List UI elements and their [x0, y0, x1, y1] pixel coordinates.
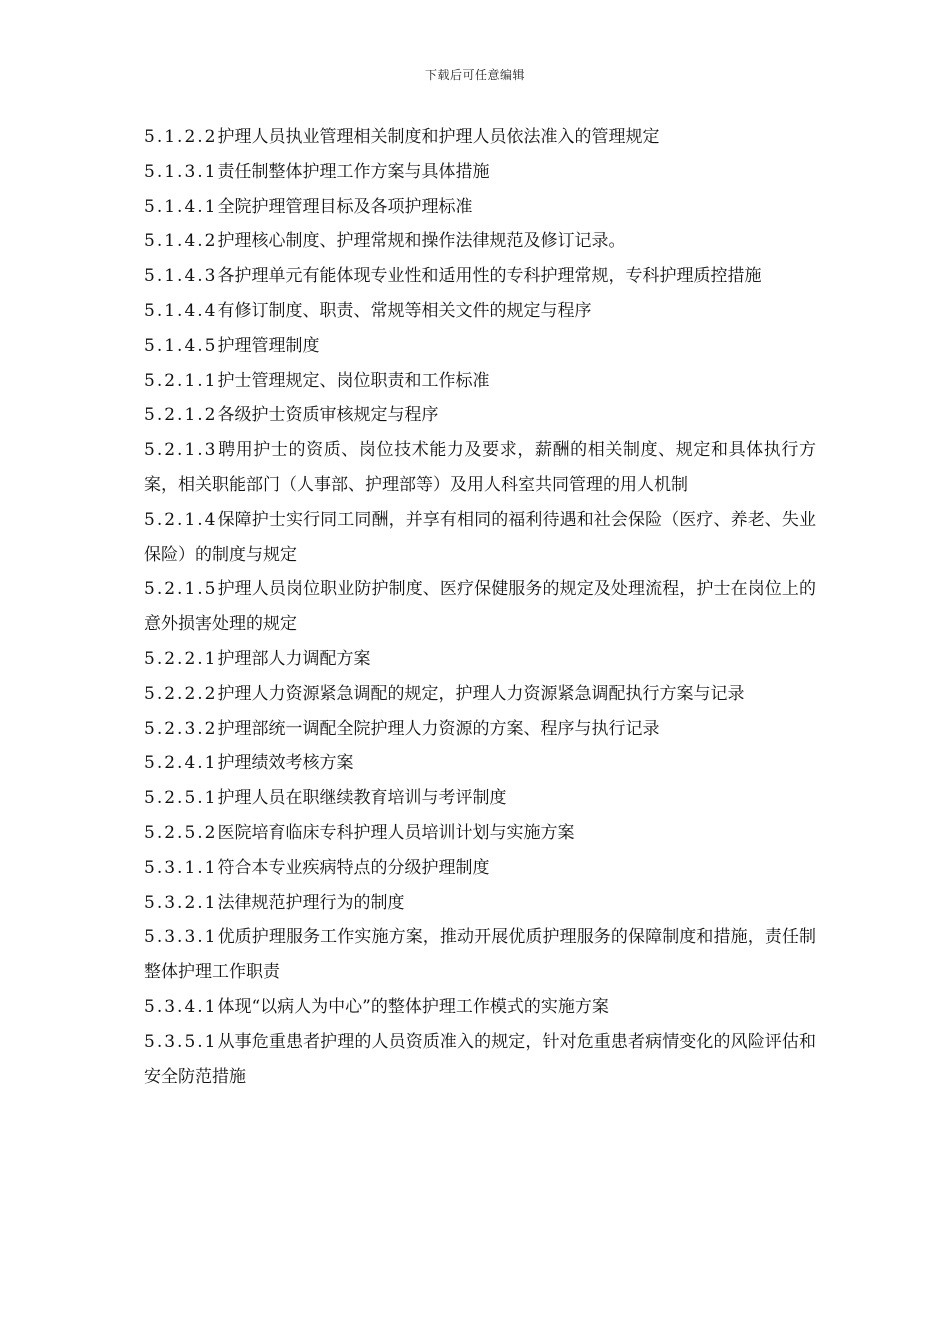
item-text: 有修订制度、职责、常规等相关文件的规定与程序 — [217, 300, 592, 321]
item-number: 5.2.2.2 — [144, 683, 218, 704]
item-number: 5.2.5.2 — [144, 822, 218, 843]
item-number: 5.2.1.2 — [144, 405, 218, 426]
list-item — [144, 155, 816, 190]
item-text: 保障护士实行同工同酬，并享有相同的福利待遇和社会保险（医疗、养老、失业保险）的制度与规定 — [144, 509, 816, 565]
list-item — [144, 503, 816, 573]
item-number: 5.3.5.1 — [144, 1031, 218, 1052]
list-item — [144, 816, 816, 851]
item-text: 各护理单元有能体现专业性和适用性的专科护理常规，专科护理质控措施 — [217, 266, 762, 287]
item-text: 护理部人力调配方案 — [217, 648, 371, 669]
list-item — [144, 364, 816, 399]
list-item — [144, 851, 816, 886]
list-item — [144, 572, 816, 642]
item-number: 5.1.3.1 — [144, 161, 218, 182]
item-text: 护士管理规定、岗位职责和工作标准 — [217, 370, 490, 391]
item-text: 符合本专业疾病特点的分级护理制度 — [217, 857, 490, 878]
list-item — [144, 329, 816, 364]
item-number: 5.1.4.3 — [144, 266, 218, 287]
list-item — [144, 294, 816, 329]
item-text: 护理绩效考核方案 — [217, 753, 354, 774]
item-number: 5.2.1.3 — [144, 440, 218, 461]
item-text: 护理部统一调配全院护理人力资源的方案、程序与执行记录 — [217, 718, 660, 739]
item-number: 5.3.4.1 — [144, 996, 218, 1017]
item-number: 5.2.4.1 — [144, 753, 218, 774]
item-text: 医院培育临床专科护理人员培训计划与实施方案 — [217, 822, 575, 843]
document-body — [144, 120, 816, 1094]
item-number: 5.2.5.1 — [144, 788, 218, 809]
list-item — [144, 433, 816, 503]
list-item — [144, 920, 816, 990]
list-item — [144, 642, 816, 677]
item-text: 护理人员执业管理相关制度和护理人员依法准入的管理规定 — [217, 127, 660, 147]
item-number: 5.1.4.1 — [144, 196, 218, 217]
item-number: 5.2.3.2 — [144, 718, 218, 739]
list-item — [144, 781, 816, 816]
list-item — [144, 677, 816, 712]
list-item — [144, 712, 816, 747]
item-text: 护理人力资源紧急调配的规定，护理人力资源紧急调配执行方案与记录 — [217, 683, 745, 704]
list-item — [144, 746, 816, 781]
item-number: 5.3.1.1 — [144, 857, 218, 878]
item-text: 各级护士资质审核规定与程序 — [217, 405, 439, 426]
item-number: 5.2.1.1 — [144, 370, 218, 391]
item-number: 5.3.2.1 — [144, 892, 218, 913]
item-text: 法律规范护理行为的制度 — [217, 892, 405, 913]
list-item — [144, 990, 816, 1025]
item-text: 优质护理服务工作实施方案，推动开展优质护理服务的保障制度和措施，责任制整体护理工作职责 — [144, 927, 816, 983]
item-number: 5.3.3.1 — [144, 927, 218, 948]
header-note: 下载后可任意编辑 — [424, 68, 525, 82]
item-text: 护理人员在职继续教育培训与考评制度 — [217, 788, 507, 809]
item-number: 5.1.4.2 — [144, 231, 218, 252]
list-item — [144, 1025, 816, 1095]
list-item — [144, 398, 816, 433]
item-number: 5.2.1.5 — [144, 579, 218, 600]
item-number: 5.1.4.4 — [144, 300, 218, 321]
item-number: 5.1.4.5 — [144, 335, 218, 356]
list-item — [144, 190, 816, 225]
list-item — [144, 224, 816, 259]
item-number: 5.2.1.4 — [144, 509, 218, 530]
item-text: 护理人员岗位职业防护制度、医疗保健服务的规定及处理流程，护士在岗位上的意外损害处理的规定 — [144, 579, 816, 635]
item-text: 全院护理管理目标及各项护理标准 — [217, 196, 473, 217]
item-text: 责任制整体护理工作方案与具体措施 — [217, 161, 490, 182]
item-number: 5.2.2.1 — [144, 648, 218, 669]
list-item — [144, 886, 816, 921]
item-text: 从事危重患者护理的人员资质准入的规定，针对危重患者病情变化的风险评估和安全防范措施 — [144, 1031, 816, 1087]
item-text: 聘用护士的资质、岗位技术能力及要求，薪酬的相关制度、规定和具体执行方案，相关职能部门（人事部、护理部等）及用人科室共同管理的用人机制 — [144, 440, 816, 495]
item-text: 护理管理制度 — [217, 335, 320, 356]
item-number: 5.1.2.2 — [144, 127, 218, 147]
item-text: 体现“以病人为中心”的整体护理工作模式的实施方案 — [217, 996, 609, 1017]
list-item — [144, 120, 816, 155]
item-text: 护理核心制度、护理常规和操作法律规范及修订记录。 — [217, 231, 626, 252]
list-item — [144, 259, 816, 294]
